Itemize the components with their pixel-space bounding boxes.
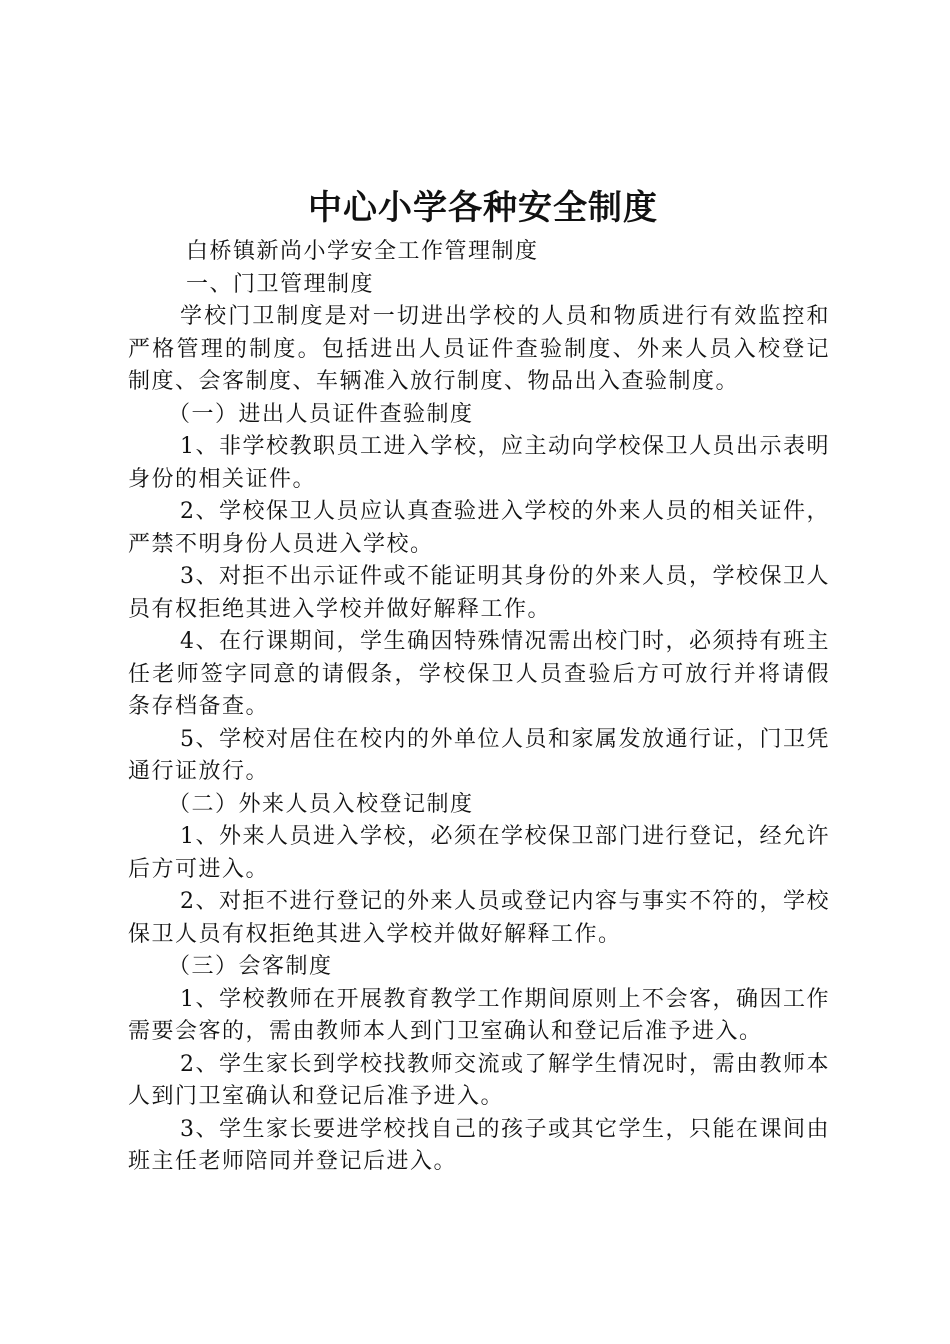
paragraph-id-check-1: 1、非学校教职员工进入学校，应主动向学校保卫人员出示表明身份的相关证件。 (128, 434, 830, 492)
document-content (128, 180, 830, 1179)
subsection-heading-visitor-registration: （二）外来人员入校登记制度 (168, 791, 474, 817)
section-heading-gatekeeping: 一、门卫管理制度 (186, 271, 375, 297)
document-title: 中心小学各种安全制度 (308, 188, 658, 228)
subsection-heading-id-check: （一）进出人员证件查验制度 (168, 401, 474, 427)
paragraph-gatekeeping-intro: 学校门卫制度是对一切进出学校的人员和物质进行有效监控和严格管理的制度。包括进出人员证件查验制度、外来人员入校登记制度、会客制度、车辆准入放行制度、物品出入查验制度。 (128, 304, 830, 394)
paragraph-id-check-2: 2、学校保卫人员应认真查验进入学校的外来人员的相关证件，严禁不明身份人员进入学校。 (128, 499, 830, 557)
paragraph-visitor-registration-1: 1、外来人员进入学校，必须在学校保卫部门进行登记，经允许后方可进入。 (128, 824, 830, 882)
school-policy-heading: 白桥镇新尚小学安全工作管理制度 (186, 239, 539, 264)
paragraph-guest-reception-2: 2、学生家长到学校找教师交流或了解学生情况时，需由教师本人到门卫室确认和登记后准予进入。 (128, 1051, 830, 1109)
paragraph-id-check-3: 3、对拒不出示证件或不能证明其身份的外来人员，学校保卫人员有权拒绝其进入学校并做好解释工作。 (128, 564, 830, 622)
paragraph-visitor-registration-2: 2、对拒不进行登记的外来人员或登记内容与事实不符的，学校保卫人员有权拒绝其进入学校并做好解释工作。 (128, 889, 830, 947)
paragraph-guest-reception-3: 3、学生家长要进学校找自己的孩子或其它学生，只能在课间由班主任老师陪同并登记后进入。 (128, 1116, 830, 1174)
paragraph-guest-reception-1: 1、学校教师在开展教育教学工作期间原则上不会客，确因工作需要会客的，需由教师本人到门卫室确认和登记后准予进入。 (128, 986, 830, 1044)
paragraph-id-check-5: 5、学校对居住在校内的外单位人员和家属发放通行证，门卫凭通行证放行。 (128, 726, 830, 784)
subsection-heading-guest-reception: （三）会客制度 (168, 954, 333, 979)
paragraph-id-check-4: 4、在行课期间，学生确因特殊情况需出校门时，必须持有班主任老师签字同意的请假条，学校保卫人员查验后方可放行并将请假条存档备查。 (128, 629, 830, 719)
